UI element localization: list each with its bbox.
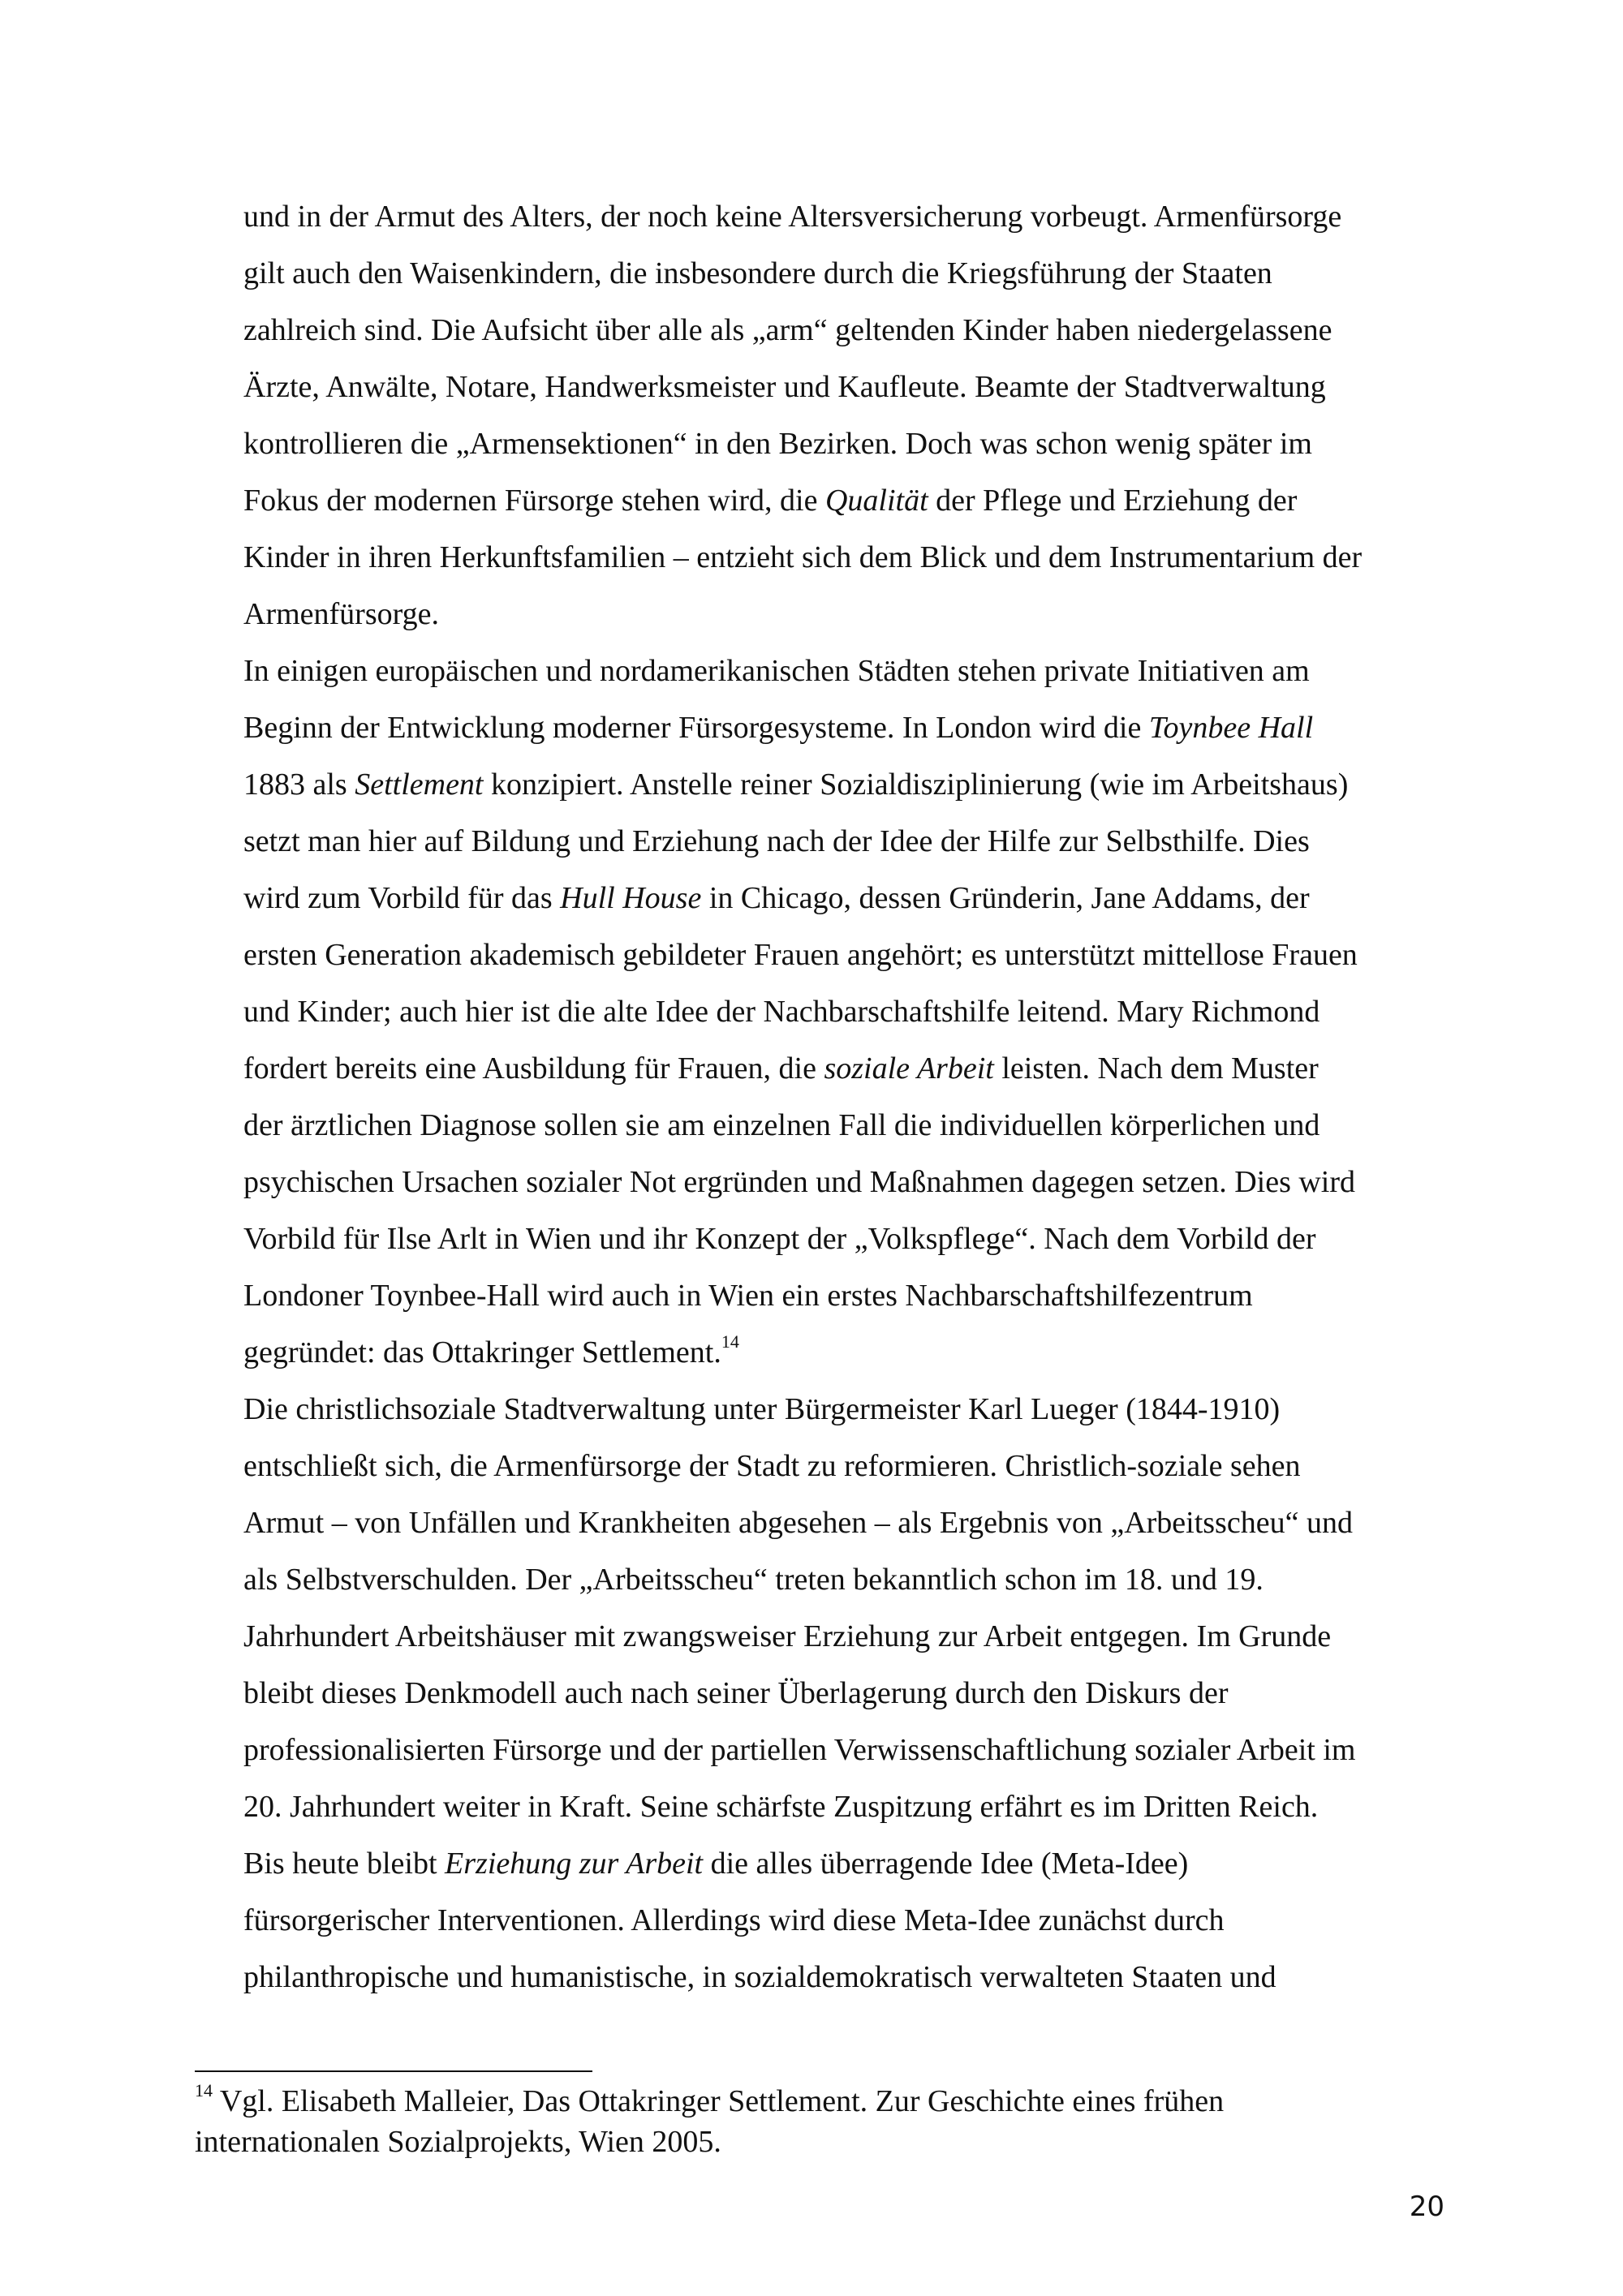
- text-line: 20. Jahrhundert weiter in Kraft. Seine schärfste Zuspitzung erfährt es im Dritten Reich.: [243, 1790, 1319, 1824]
- footnote-line: internationalen Sozialprojekts, Wien 2005.: [195, 2125, 721, 2159]
- text-line: Beginn der Entwicklung moderner Fürsorgesysteme. In London wird die Toynbee Hall: [243, 711, 1314, 745]
- footnote-marker: 14: [195, 2080, 213, 2101]
- text-line: setzt man hier auf Bildung und Erziehung nach der Idee der Hilfe zur Selbsthilfe. Dies: [243, 824, 1310, 858]
- text-line: Vorbild für Ilse Arlt in Wien und ihr Konzept der „Volkspflege“. Nach dem Vorbild der: [243, 1222, 1316, 1256]
- text-line: Kinder in ihren Herkunftsfamilien – entzieht sich dem Blick und dem Instrumentarium der: [243, 540, 1363, 574]
- text-line: entschließt sich, die Armenfürsorge der Stadt zu reformieren. Christlich-soziale sehen: [243, 1449, 1301, 1483]
- footnote-divider: [195, 2070, 592, 2072]
- emphasis-soziale-arbeit: soziale Arbeit: [824, 1051, 994, 1086]
- emphasis-hull-house: Hull House: [560, 881, 702, 915]
- text-line: psychischen Ursachen sozialer Not ergründen und Maßnahmen dagegen setzen. Dies wird: [243, 1165, 1356, 1199]
- text-line: Armut – von Unfällen und Krankheiten abgesehen – als Ergebnis von „Arbeitsscheu“ und: [243, 1506, 1353, 1540]
- text-line: und in der Armut des Alters, der noch keine Altersversicherung vorbeugt. Armenfürsorge: [243, 200, 1342, 234]
- text-line: fürsorgerischer Interventionen. Allerdings wird diese Meta-Idee zunächst durch: [243, 1903, 1225, 1937]
- body-text: [243, 188, 1461, 2006]
- text-line: der ärztlichen Diagnose sollen sie am einzelnen Fall die individuellen körperlichen und: [243, 1108, 1320, 1142]
- text-line: fordert bereits eine Ausbildung für Frauen, die soziale Arbeit leisten. Nach dem Muster: [243, 1051, 1319, 1086]
- text-line: 1883 als Settlement konzipiert. Anstelle reiner Sozialdisziplinierung (wie im Arbeitshaus): [243, 767, 1349, 802]
- emphasis-erziehung-zur-arbeit: Erziehung zur Arbeit: [445, 1847, 704, 1881]
- text-line: und Kinder; auch hier ist die alte Idee der Nachbarschaftshilfe leitend. Mary Richmond: [243, 995, 1320, 1029]
- footnote: [195, 2081, 1461, 2162]
- text-line: Ärzte, Anwälte, Notare, Handwerksmeister und Kaufleute. Beamte der Stadtverwaltung: [243, 370, 1326, 404]
- text-line: bleibt dieses Denkmodell auch nach seiner Überlagerung durch den Diskurs der: [243, 1676, 1229, 1710]
- emphasis-settlement: Settlement: [355, 767, 484, 802]
- emphasis-qualitaet: Qualität: [824, 484, 928, 518]
- page-number: 20: [1409, 2191, 1444, 2223]
- footnote-line: $^{14}$ Vgl. Elisabeth Malleier, Das Ottakringer Settlement. Zur Geschichte eines frühen: [195, 2080, 1225, 2118]
- text-line: gegründet: das Ottakringer Settlement.$^{14}$: [243, 1331, 739, 1369]
- emphasis-toynbee-hall: Toynbee Hall: [1148, 711, 1314, 745]
- text-line: zahlreich sind. Die Aufsicht über alle als „arm“ geltenden Kinder haben niedergelassene: [243, 313, 1332, 347]
- text-line: kontrollieren die „Armensektionen“ in den Bezirken. Doch was schon wenig später im: [243, 427, 1312, 461]
- text-line: professionalisierten Fürsorge und der partiellen Verwissenschaftlichung sozialer Arbeit im: [243, 1733, 1356, 1767]
- text-line: als Selbstverschulden. Der „Arbeitsscheu“ treten bekanntlich schon im 18. und 19.: [243, 1563, 1264, 1597]
- text-line: Die christlichsoziale Stadtverwaltung unter Bürgermeister Karl Lueger (1844-1910): [243, 1392, 1281, 1426]
- text-line: ersten Generation akademisch gebildeter Frauen angehört; es unterstützt mittellose Frauen: [243, 938, 1358, 972]
- text-line: Londoner Toynbee-Hall wird auch in Wien ein erstes Nachbarschaftshilfezentrum: [243, 1279, 1253, 1313]
- text-line: philanthropische und humanistische, in sozialdemokratisch verwalteten Staaten und: [243, 1960, 1276, 1994]
- text-line: wird zum Vorbild für das Hull House in Chicago, dessen Gründerin, Jane Addams, der: [243, 881, 1310, 915]
- text-line: Bis heute bleibt Erziehung zur Arbeit die alles überragende Idee (Meta-Idee): [243, 1847, 1189, 1881]
- text-line: Jahrhundert Arbeitshäuser mit zwangsweiser Erziehung zur Arbeit entgegen. Im Grunde: [243, 1619, 1332, 1653]
- text-line: Armenfürsorge.: [243, 597, 439, 631]
- footnote-reference[interactable]: 14: [721, 1331, 739, 1352]
- text-line: Fokus der modernen Fürsorge stehen wird, die Qualität der Pflege und Erziehung der: [243, 484, 1298, 518]
- text-line: In einigen europäischen und nordamerikanischen Städten stehen private Initiativen am: [243, 654, 1310, 688]
- text-line: gilt auch den Waisenkindern, die insbesondere durch die Kriegsführung der Staaten: [243, 256, 1272, 290]
